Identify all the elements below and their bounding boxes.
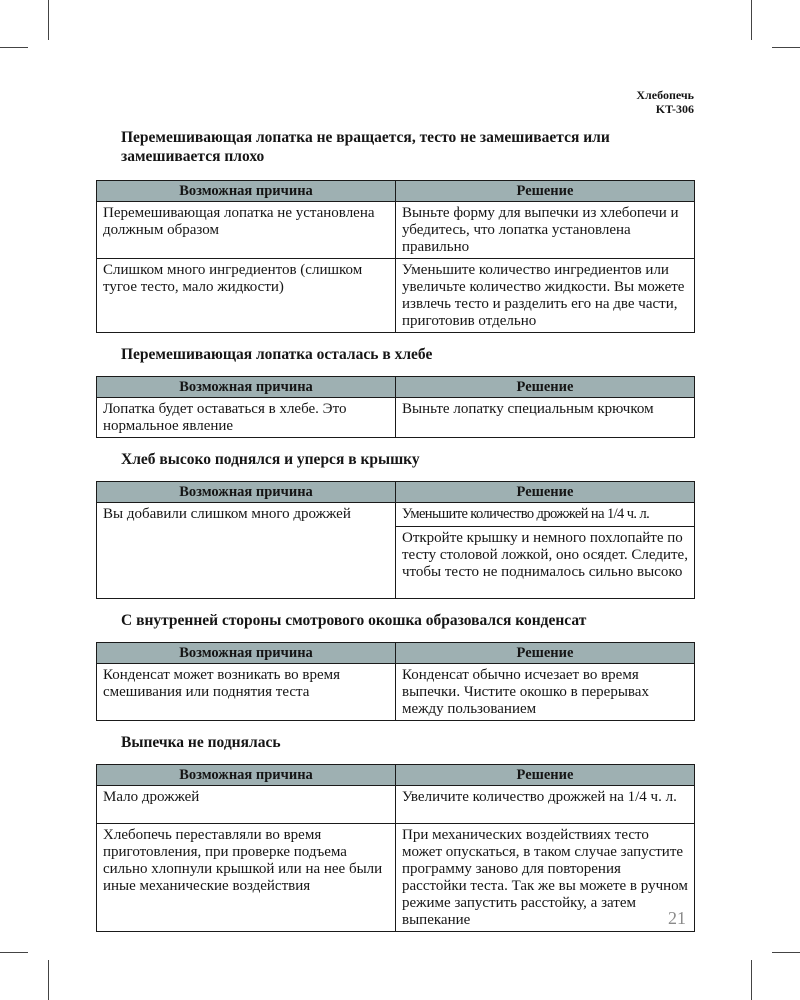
cause-cell: Мало дрожжей — [97, 786, 396, 824]
solution-cell: Уменьшите количество ингредиентов или увеличьте количество жидкости. Вы можете извлечь тесто и разделить его на две части, приготовив отдельно — [396, 259, 695, 333]
troubleshooting-table — [96, 180, 695, 333]
crop-mark — [0, 47, 28, 48]
solution-cell: При механических воздействиях тесто может опускаться, в таком случае запустите программу заново для повторения расстойки теста. Так же вы можете в ручном режиме запустить расстойку, а затем выпекание — [396, 824, 695, 932]
header-solution: Решение — [396, 377, 695, 398]
crop-mark — [772, 952, 800, 953]
crop-mark — [48, 0, 49, 40]
cause-cell: Лопатка будет оставаться в хлебе. Это нормальное явление — [97, 398, 396, 438]
header-cause: Возможная причина — [97, 482, 396, 503]
section-title: Хлеб высоко поднялся и уперся в крышку — [121, 451, 420, 468]
product-name: Хлебопечь — [636, 88, 694, 102]
cause-cell: Хлебопечь переставляли во время приготовления, при проверке подъема сильно хлопнули крышкой или на нее были иные механические воздействия — [97, 824, 396, 932]
header-cause: Возможная причина — [97, 643, 396, 664]
cause-cell: Конденсат может возникать во время смешивания или поднятия теста — [97, 664, 396, 721]
header-solution: Решение — [396, 181, 695, 202]
cause-cell: Вы добавили слишком много дрожжей — [97, 503, 396, 599]
solution-cell: Уменьшите количество дрожжей на 1/4 ч. л. — [396, 503, 695, 527]
troubleshooting-table — [96, 376, 695, 438]
solution-cell: Увеличите количество дрожжей на 1/4 ч. л. — [396, 786, 695, 824]
table-row — [97, 259, 695, 333]
crop-mark — [751, 0, 752, 40]
crop-mark — [751, 960, 752, 1000]
header-solution: Решение — [396, 643, 695, 664]
solution-cell: Выньте форму для выпечки из хлебопечи и убедитесь, что лопатка установлена правильно — [396, 202, 695, 259]
table-row — [97, 786, 695, 824]
page-number: 21 — [668, 908, 686, 928]
table-header-row — [97, 765, 695, 786]
table-header-row — [97, 181, 695, 202]
table-row — [97, 503, 695, 527]
section-title: С внутренней стороны смотрового окошка образовался конденсат — [121, 612, 587, 629]
table-header-row — [97, 643, 695, 664]
table-header-row — [97, 377, 695, 398]
cause-cell: Слишком много ингредиентов (слишком тугое тесто, мало жидкости) — [97, 259, 396, 333]
header-solution: Решение — [396, 765, 695, 786]
troubleshooting-table — [96, 764, 695, 932]
troubleshooting-table — [96, 481, 695, 599]
solution-cell: Откройте крышку и немного похлопайте по тесту столовой ложкой, оно осядет. Следите, чтобы тесто не поднималось сильно высоко — [396, 527, 695, 599]
table-row — [97, 824, 695, 932]
header-cause: Возможная причина — [97, 181, 396, 202]
header-solution: Решение — [396, 482, 695, 503]
cause-cell: Перемешивающая лопатка не установлена должным образом — [97, 202, 396, 259]
product-model: KT-306 — [655, 102, 694, 116]
table-row — [97, 398, 695, 438]
troubleshooting-content — [96, 128, 694, 932]
troubleshooting-table — [96, 642, 695, 721]
table-header-row — [97, 482, 695, 503]
crop-mark — [772, 47, 800, 48]
crop-mark — [0, 952, 28, 953]
table-row — [97, 664, 695, 721]
section-title: Выпечка не поднялась — [121, 734, 281, 751]
crop-mark — [48, 960, 49, 1000]
section-title: Перемешивающая лопатка осталась в хлебе — [121, 346, 433, 363]
solution-cell: Выньте лопатку специальным крючком — [396, 398, 695, 438]
solution-cell: Конденсат обычно исчезает во время выпечки. Чистите окошко в перерывах между пользованием — [396, 664, 695, 721]
table-row — [97, 202, 695, 259]
page-header — [636, 88, 694, 116]
section-title: Перемешивающая лопатка не вращается, тесто не замешивается или замешивается плохо — [121, 129, 610, 165]
header-cause: Возможная причина — [97, 377, 396, 398]
header-cause: Возможная причина — [97, 765, 396, 786]
